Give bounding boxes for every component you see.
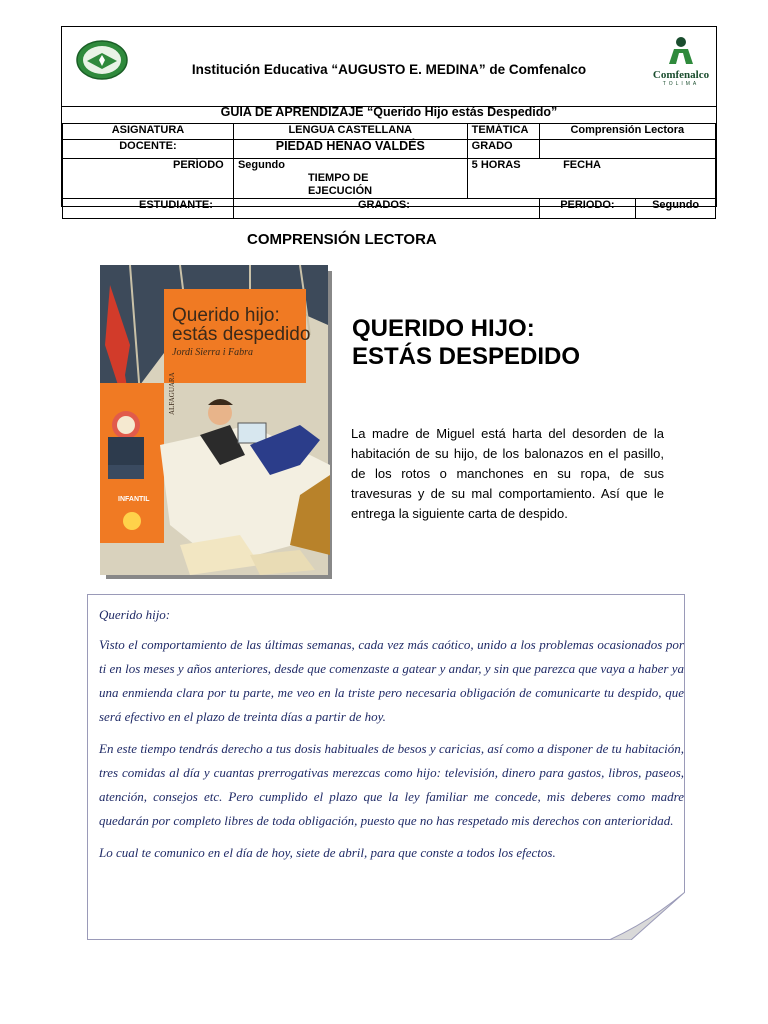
story-title-line1: QUERIDO HIJO: — [352, 315, 535, 342]
estudiante-label: ESTUDIANTE: — [63, 199, 234, 219]
letter-paragraph-3: Lo cual te comunico en el día de hoy, siete de abril, para que conste a todos los efectos. — [99, 845, 556, 860]
institution-name: Institución Educativa “AUGUSTO E. MEDINA” de Comfenalco — [191, 62, 587, 77]
story-title-line2: ESTÁS DESPEDIDO — [352, 343, 581, 370]
guide-title: GUIA DE APRENDIZAJE “Querido Hijo estás Despedido” — [63, 106, 716, 124]
letter-paragraph-2: En este tiempo tendrás derecho a tus dosis habituales de besos y caricias, así como a disponer de tu habitación, tres comidas al día y cuantas prerrogativas merezcas como hijo: televisión, dinero para gastos, libros, paseos, atención, consejos etc. Pero cumplido el plazo que la ley familiar me concede, mis deberes como madre quedarán por completo libres de toda obligación, puesto que no has respetado mis derechos con anterioridad. — [99, 741, 684, 828]
comfenalco-logo — [652, 36, 710, 88]
comfenalco-logo-text: Comfenalco — [652, 69, 710, 81]
grado-value — [539, 140, 715, 159]
periodo-label: PERÍODO — [173, 159, 224, 171]
tiempo-label: TIEMPO DE EJECUCIÓN — [307, 172, 373, 197]
story-title — [352, 315, 580, 371]
cover-series: INFANTIL — [118, 496, 150, 503]
cover-title-line2: estás despedido — [172, 324, 311, 345]
intro-paragraph: La madre de Miguel está harta del desorden de la habitación de su hijo, de los balonazos en el pasillo, de los rotos o manchones en su ropa, de sus travesuras y de su mal comportamiento. Así que le entrega la siguiente carta de despido. — [351, 426, 664, 521]
grado-label: GRADO — [467, 140, 539, 159]
section-title: COMPRENSIÓN LECTORA — [247, 231, 437, 248]
periodo2-value: Segundo — [636, 199, 716, 219]
letter-salutation: Querido hijo: — [99, 607, 171, 622]
tiempo-value: 5 HORAS — [467, 159, 539, 199]
asignatura-value: LENGUA CASTELLANA — [233, 124, 467, 140]
tematica-value: Comprensión Lectora — [539, 124, 715, 140]
cover-title-line1: Querido hijo: — [172, 305, 280, 326]
periodo-cell — [63, 159, 234, 199]
comfenalco-logo-subtext: TOLIMA — [662, 81, 700, 87]
institution-row — [62, 27, 716, 107]
letter-paragraph-1: Visto el comportamiento de las últimas semanas, cada vez más caótico, unido a los problemas ocasionados por ti en los meses y años anteriores, desde que comenzaste a gatear y andar, y sin que parezca que vaya a haber ya una enmienda clara por tu parte, me veo en la triste pero necesaria obligación de comunicarte tu despido, que será efectivo en el plazo de treinta días a partir de hoy. — [99, 637, 684, 724]
cover-publisher: ALFAGUARA — [168, 372, 176, 415]
periodo-value: Segundo — [237, 159, 285, 171]
asignatura-label: ASIGNATURA — [63, 124, 234, 140]
periodo2-label: PERIODO: — [539, 199, 636, 219]
book-cover-image — [100, 265, 332, 579]
tematica-label: TEMÁTICA — [467, 124, 539, 140]
docente-value: PIEDAD HENAO VALDÉS — [233, 140, 467, 159]
comfenalco-emblem-icon — [664, 36, 698, 66]
guide-info-table — [62, 106, 716, 219]
fecha-label: FECHA — [539, 159, 715, 199]
cover-author: Jordi Sierra i Fabra — [172, 347, 254, 358]
periodo-tiempo-cell — [233, 159, 467, 199]
letter-box — [87, 594, 685, 940]
letter-text — [99, 603, 684, 873]
docente-label: DOCENTE: — [63, 140, 234, 159]
document-header — [61, 26, 717, 211]
page-curl-icon — [609, 892, 685, 940]
grados-label: GRADOS: — [233, 199, 539, 219]
